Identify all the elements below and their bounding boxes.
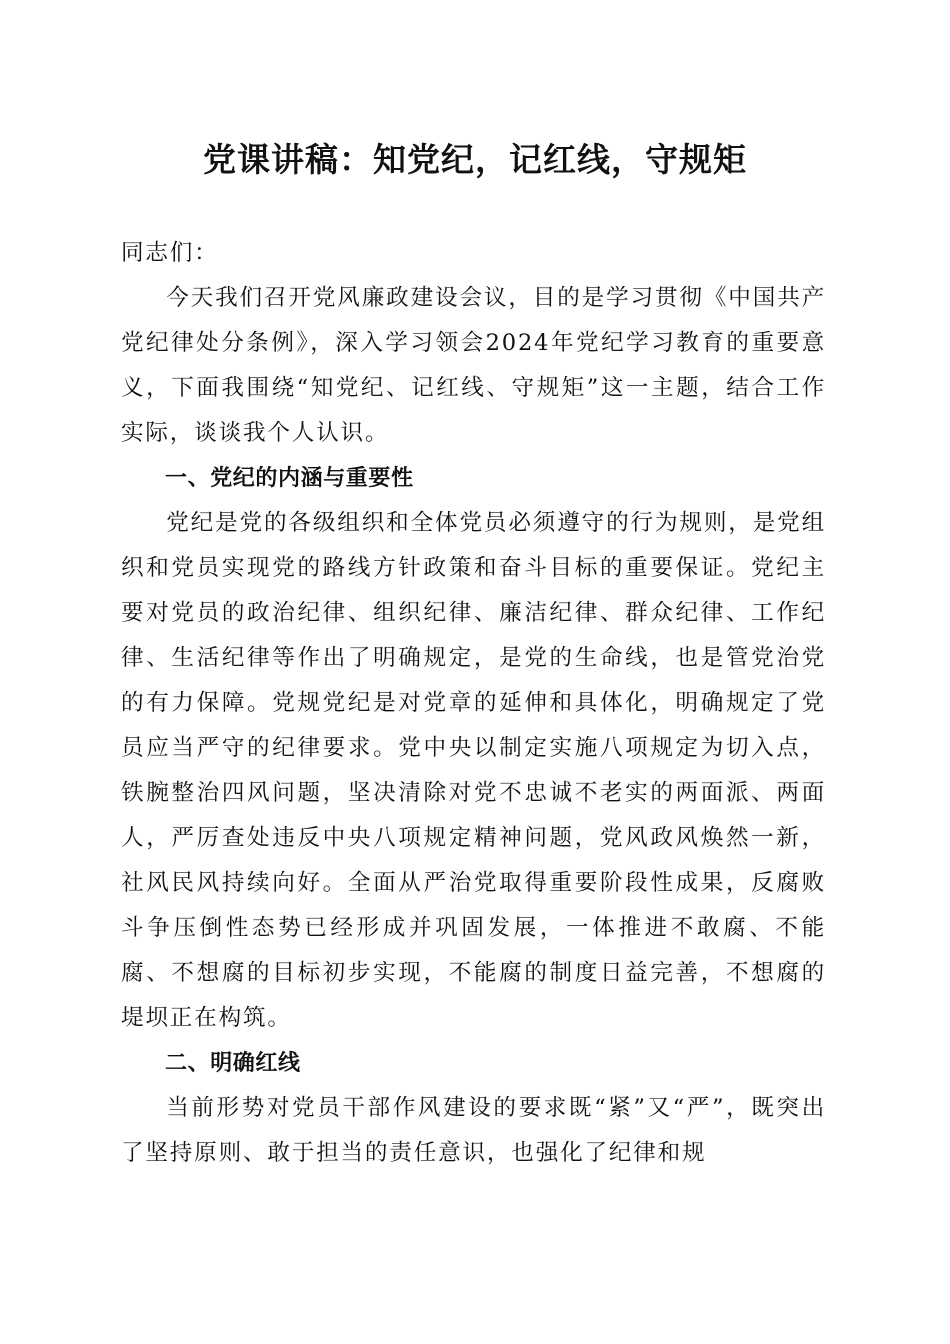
section-1-paragraph: 党纪是党的各级组织和全体党员必须遵守的行为规则，是党组织和党员实现党的路线方针政策和奋斗目标的重要保证。党纪主要对党员的政治纪律、组织纪律、廉洁纪律、群众纪律、工作纪律、生活纪律等作出了明确规定，是党的生命线，也是管党治党的有力保障。党规党纪是对党章的延伸和具体化，明确规定了党员应当严守的纪律要求。党中央以制定实施八项规定为切入点，铁腕整治四风问题，坚决清除对党不忠诚不老实的两面派、两面人，严厉查处违反中央八项规定精神问题，党风政风焕然一新，社风民风持续向好。全面从严治党取得重要阶段性成果，反腐败斗争压倒性态势已经形成并巩固发展，一体推进不敢腐、不能腐、不想腐的目标初步实现，不能腐的制度日益完善，不想腐的堤坝正在构筑。 (121, 510, 826, 1031)
intro-paragraph: 今天我们召开党风廉政建设会议，目的是学习贯彻《中国共产党纪律处分条例》，深入学习领会2024年党纪学习教育的重要意义，下面我围绕“知党纪、记红线、守规矩”这一主题，结合工作实际，谈谈我个人认识。 (121, 285, 826, 446)
section-heading-2: 二、明确红线 (165, 1051, 301, 1076)
document-title: 党课讲稿：知党纪，记红线，守规矩 (203, 140, 747, 179)
salutation: 同志们： (121, 240, 219, 266)
section-heading-1: 一、党纪的内涵与重要性 (165, 466, 414, 491)
section-2-paragraph: 当前形势对党员干部作风建设的要求既“紧”又“严”，既突出了坚持原则、敢于担当的责任意识，也强化了纪律和规 (121, 1095, 826, 1166)
document-body (121, 231, 826, 1176)
